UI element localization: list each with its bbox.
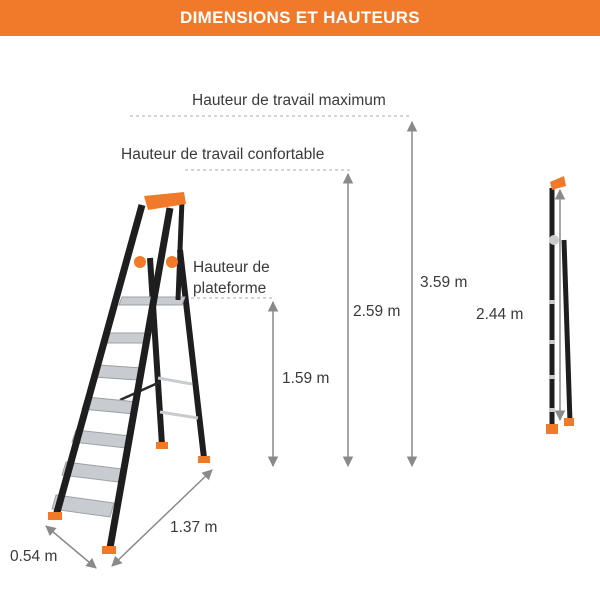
comfort-work-height-label: Hauteur de travail confortable (121, 146, 325, 163)
folded-height-value: 2.44 m (476, 306, 524, 323)
foot-rear-right (198, 456, 210, 463)
folded-hinge (549, 235, 559, 245)
width-value: 0.54 m (10, 548, 58, 565)
folded-foot-rear (564, 418, 574, 426)
dimension-arrows (46, 122, 560, 568)
folded-stile-rear (564, 240, 570, 422)
banner-title: DIMENSIONS ET HAUTEURS (180, 8, 420, 27)
foot-front-left (48, 512, 62, 520)
reference-lines (130, 116, 412, 298)
folded-foot-front (546, 424, 558, 434)
hinge-left (134, 256, 146, 268)
platform-height-value: 1.59 m (282, 370, 330, 387)
step (94, 365, 142, 380)
ladder-illustration (48, 192, 210, 554)
folded-tray (550, 176, 566, 190)
platform-height-label-line2: plateforme (193, 280, 267, 297)
max-work-height-label: Hauteur de travail maximum (192, 92, 386, 109)
max-height-value: 3.59 m (420, 274, 468, 291)
comfort-height-value: 2.59 m (353, 303, 401, 320)
rear-brace-lower (160, 412, 198, 418)
foot-rear-left (156, 442, 168, 449)
rear-brace (158, 378, 192, 384)
depth-arrow (112, 470, 212, 566)
platform-height-label-line1: Hauteur de (193, 259, 270, 276)
depth-value: 1.37 m (170, 519, 218, 536)
foot-front-right (102, 546, 116, 554)
hinge-right (166, 256, 178, 268)
